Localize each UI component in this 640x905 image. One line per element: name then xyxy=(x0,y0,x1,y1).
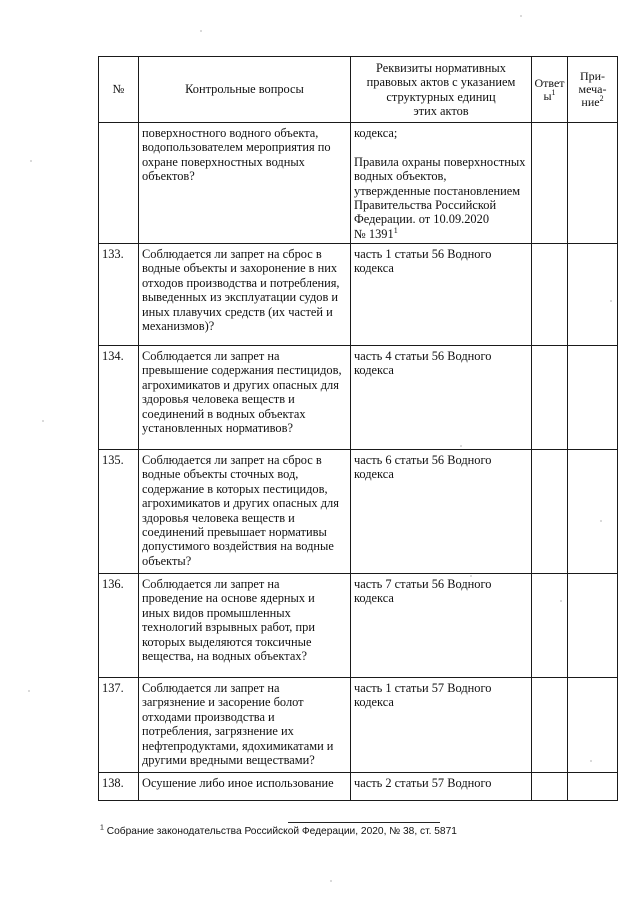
footnote-marker: 1 xyxy=(100,824,104,832)
row-number: 135. xyxy=(99,450,139,574)
footnote xyxy=(100,826,620,837)
requisite-cell: часть 6 статьи 56 Водного кодекса xyxy=(351,450,532,574)
header-questions: Контрольные вопросы xyxy=(139,57,351,123)
header-answer: Ответ $ы^1$ xyxy=(532,57,568,123)
scan-speckle xyxy=(590,760,592,762)
row-number: 134. xyxy=(99,346,139,450)
scan-speckle xyxy=(560,600,562,602)
question-cell: Соблюдается ли запрет на загрязнение и засорение болот отходами производства и потребления, загрязнение их нефтепродуктами, ядохимикатами и другими вредными веществами? xyxy=(139,678,351,773)
scan-speckle xyxy=(200,30,202,32)
question-cell: Соблюдается ли запрет на превышение содержания пестицидов, агрохимикатов и других опасных для здоровья человека веществ и соединений в водных объектах установленных нормативов? xyxy=(139,346,351,450)
notes-footnote-marker: 2 xyxy=(599,94,604,103)
row-number xyxy=(99,123,139,244)
row-number: 137. xyxy=(99,678,139,773)
requisite-cell: часть 1 статьи 57 Водного кодекса xyxy=(351,678,532,773)
scan-speckle xyxy=(42,420,44,422)
scan-speckle xyxy=(610,300,612,302)
requisite-cell: часть 2 статьи 57 Водного xyxy=(351,773,532,801)
checklist-table xyxy=(98,56,618,801)
question-cell: Соблюдается ли запрет на сброс в водные объекты сточных вод, содержание в которых пестицидов, агрохимикатов и других опасных для здоровья человека веществ и соединений превышает нормативы допустимого воздействия на водные объекты? xyxy=(139,450,351,574)
answer-cell xyxy=(532,244,568,346)
answer-cell xyxy=(532,574,568,678)
notes-cell xyxy=(568,244,618,346)
table-row xyxy=(99,773,618,801)
row-number: 136. xyxy=(99,574,139,678)
table-row xyxy=(99,346,618,450)
requisite-cell: часть 4 статьи 56 Водного кодекса xyxy=(351,346,532,450)
header-num: № xyxy=(99,57,139,123)
requisite-cell: часть 7 статьи 56 Водного кодекса xyxy=(351,574,532,678)
answer-cell xyxy=(532,346,568,450)
scan-speckle xyxy=(330,880,332,882)
table-row xyxy=(99,678,618,773)
answer-cell xyxy=(532,678,568,773)
requisite-cell: кодекса; Правила охраны поверхностных водных объектов, утвержденные постановлением Правительства Российской Федерации. от 10.09.2020 № 1391$^1$ xyxy=(351,123,532,244)
footnote-text: Собрание законодательства Российской Федерации, 2020, № 38, ст. 5871 xyxy=(106,826,457,837)
table-row xyxy=(99,123,618,244)
notes-cell xyxy=(568,346,618,450)
requisite-cell: часть 1 статьи 56 Водного кодекса xyxy=(351,244,532,346)
table-row xyxy=(99,574,618,678)
row-number: 133. xyxy=(99,244,139,346)
scan-speckle xyxy=(28,690,30,692)
scan-speckle xyxy=(600,520,602,522)
scan-speckle xyxy=(460,445,462,447)
scan-speckle xyxy=(30,160,32,162)
requisite-footnote-marker: 1 xyxy=(393,225,398,235)
notes-cell xyxy=(568,574,618,678)
question-cell: Соблюдается ли запрет на сброс в водные объекты и захоронение в них отходов производства и потребления, выведенных из эксплуатации судов и иных плавучих средств (их частей и механизмов)? xyxy=(139,244,351,346)
question-cell: Осушение либо иное использование xyxy=(139,773,351,801)
row-number: 138. xyxy=(99,773,139,801)
header-requisites: Реквизиты нормативных правовых актов с указанием структурных единиц этих актов xyxy=(351,57,532,123)
header-row xyxy=(99,57,618,123)
header-notes: При- меча- ние$^2$ xyxy=(568,57,618,123)
answer-cell xyxy=(532,450,568,574)
notes-cell xyxy=(568,678,618,773)
answer-cell xyxy=(532,773,568,801)
answer-footnote-marker: 1 xyxy=(551,87,556,97)
notes-cell xyxy=(568,773,618,801)
footnote-separator xyxy=(288,822,440,823)
question-cell: поверхностного водного объекта, водопользователем мероприятия по охране поверхностных водных объектов? xyxy=(139,123,351,244)
scan-speckle xyxy=(520,15,522,17)
question-cell: Соблюдается ли запрет на проведение на основе ядерных и иных видов промышленных технологий взрывных работ, при которых выделяются токсичные вещества, на водных объектах? xyxy=(139,574,351,678)
notes-cell xyxy=(568,450,618,574)
notes-cell xyxy=(568,123,618,244)
scan-speckle xyxy=(470,575,472,577)
table-row xyxy=(99,450,618,574)
answer-cell xyxy=(532,123,568,244)
table-row xyxy=(99,244,618,346)
